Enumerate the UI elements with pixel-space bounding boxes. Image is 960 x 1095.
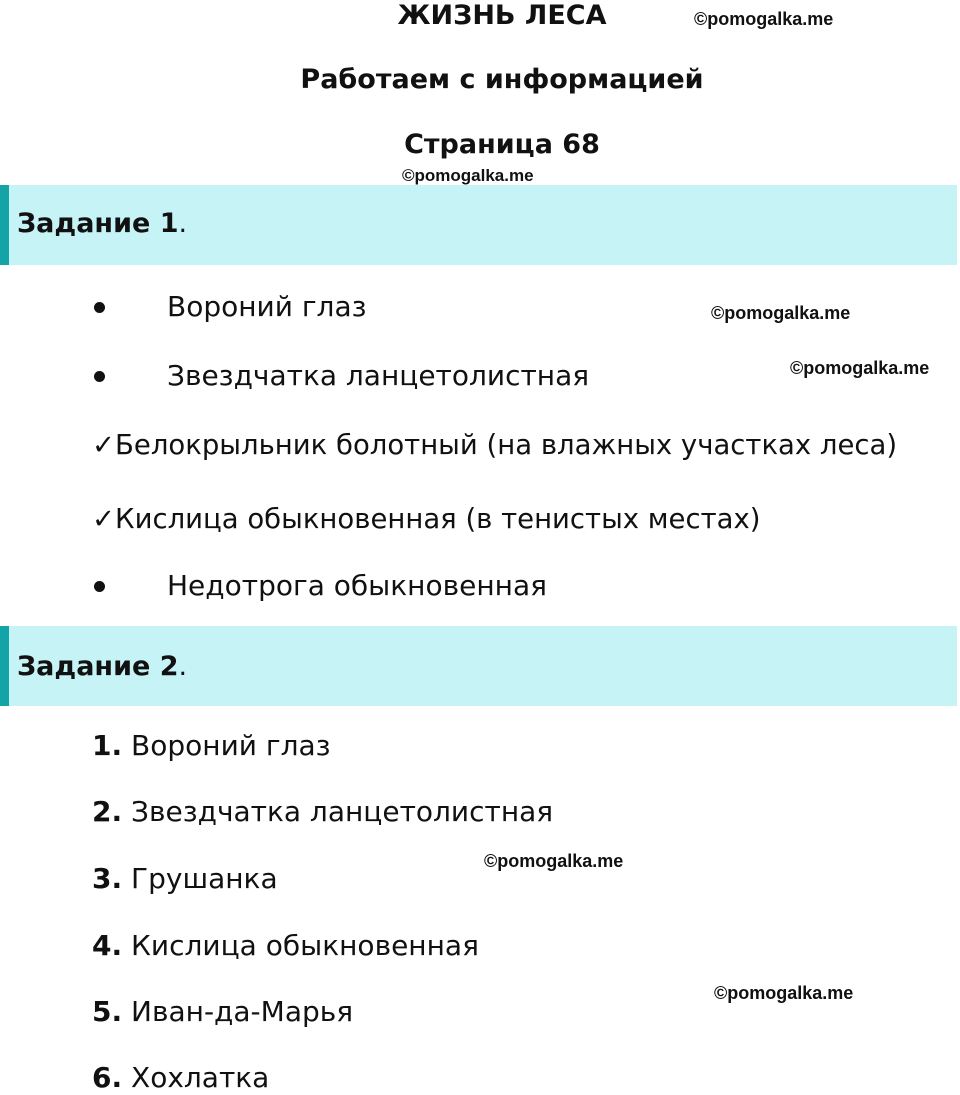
bullet-icon <box>94 581 105 592</box>
task-1-label: Задание 1. <box>17 208 188 239</box>
watermark: ©pomogalka.me <box>714 983 854 1003</box>
list-item: 2. Звездчатка ланцетолистная <box>92 795 554 828</box>
section-subtitle: Работаем с информацией <box>300 64 704 95</box>
bullet-icon <box>94 371 105 382</box>
list-item: 6. Хохлатка <box>92 1061 270 1094</box>
list-item: ✓Белокрыльник болотный (на влажных участках леса) <box>92 429 898 461</box>
watermark: ©pomogalka.me <box>402 166 534 185</box>
checkmark-icon: ✓ <box>92 503 116 535</box>
document-title: ЖИЗНЬ ЛЕСА <box>397 0 607 31</box>
bullet-icon <box>94 302 105 313</box>
list-item: Вороний глаз <box>167 290 367 323</box>
task-1-header <box>0 185 957 265</box>
checkmark-icon: ✓ <box>92 429 116 461</box>
list-item: Звездчатка ланцетолистная <box>167 359 590 392</box>
page-number-heading: Страница 68 <box>404 129 600 160</box>
band-accent-bar <box>0 626 9 706</box>
list-item: ✓Кислица обыкновенная (в тенистых местах) <box>92 503 761 535</box>
watermark: ©pomogalka.me <box>790 358 930 378</box>
list-item: 4. Кислица обыкновенная <box>92 929 479 962</box>
watermark: ©pomogalka.me <box>484 851 624 871</box>
list-item: Недотрога обыкновенная <box>167 569 547 602</box>
list-item: 3. Грушанка <box>92 862 278 895</box>
task-2-label: Задание 2. <box>17 651 188 682</box>
list-item: 1. Вороний глаз <box>92 729 331 762</box>
watermark: ©pomogalka.me <box>694 9 834 29</box>
band-accent-bar <box>0 185 9 265</box>
list-item: 5. Иван-да-Марья <box>92 995 354 1028</box>
watermark: ©pomogalka.me <box>711 303 851 323</box>
task-2-header <box>0 626 957 706</box>
